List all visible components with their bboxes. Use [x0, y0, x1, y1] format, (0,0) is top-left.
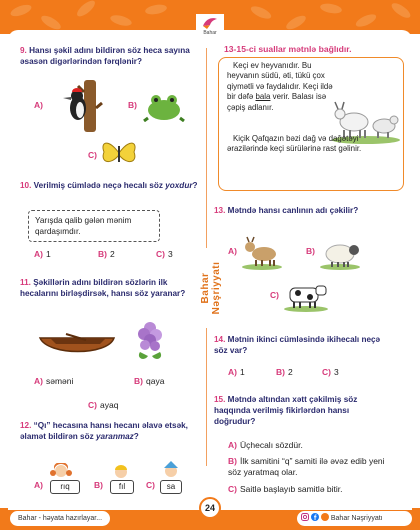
footer-publisher: Bahar Nəşriyyatı: [297, 511, 412, 526]
question-10: 10. Verilmiş cümlədə neçə hecalı söz yoxdur?: [20, 181, 198, 190]
question-12: 12. “Qı” hecasına hansı hecanı əlavə etsək, əlamət bildirən söz yaranmaz?: [20, 421, 188, 441]
q10-sentence-box: Yarışda qalib gələn mənim qardaşımdır.: [28, 210, 160, 242]
question-11: 11. Şəkillərin adını bildirən sözlərin ilk hecalarını birləşdirsək, hansı söz yaranar?: [20, 278, 186, 298]
frog-icon: [142, 90, 186, 122]
question-14: 14. Mətnin ikinci cümləsində ikihecalı neçə söz var?: [214, 335, 381, 355]
instagram-icon: [301, 513, 309, 521]
sheep-icon: [318, 238, 362, 270]
q10-option-a[interactable]: A) 1: [34, 249, 51, 259]
child-girl-icon: [50, 463, 72, 481]
side-brand-label: Bahar Nəşriyyatı: [200, 248, 212, 328]
boat-icon: [36, 326, 118, 360]
q12-syllable-c[interactable]: sa: [160, 480, 182, 494]
question-15: 15. Mətndə altından xətt çəkilmiş söz haqqında verilmiş fikirlərdən hansı doğrudur?: [214, 395, 358, 426]
reading-header: 13-15-ci suallar mətnlə bağlıdır.: [224, 44, 352, 54]
q12-option-b[interactable]: B): [94, 480, 103, 490]
q12-option-c[interactable]: C): [146, 480, 155, 490]
q11-option-a[interactable]: A) səməni: [34, 376, 74, 386]
child-hat-icon: [160, 460, 182, 480]
q13-option-b[interactable]: B): [306, 246, 315, 256]
q11-option-b[interactable]: B) qaya: [134, 376, 165, 386]
q14-option-c[interactable]: C) 3: [322, 367, 339, 377]
q12-syllable-b[interactable]: fıl: [110, 480, 134, 494]
cow-icon: [282, 278, 330, 312]
q10-option-c[interactable]: C) 3: [156, 249, 173, 259]
phone-icon: [321, 513, 329, 521]
facebook-icon: [311, 513, 319, 521]
publisher-logo: [196, 14, 224, 44]
q12-syllable-a[interactable]: rıq: [50, 480, 80, 494]
q11-option-c[interactable]: C) ayaq: [88, 400, 119, 410]
q9-option-c[interactable]: C): [88, 150, 97, 160]
q12-option-a[interactable]: A): [34, 480, 43, 490]
question-9: 9. Hansı şəkil adını bildirən söz heca sayına əsasən digərlərindən fərqlənir?: [20, 46, 190, 66]
page-number: 24: [199, 497, 221, 519]
reading-paragraph-1: Keçi ev heyvanıdır. Bu heyvanın südü, əti, tükü çox qiymətli və faydalıdır. Keçi ildə bir dəfə bala verir. Balası isə çəpiş adlanır.: [227, 61, 333, 112]
butterfly-icon: [100, 138, 138, 168]
footer-slogan: Bahar - həyata hazırlayar...: [10, 511, 110, 526]
q10-option-b[interactable]: B) 2: [98, 249, 115, 259]
lilac-flower-icon: [130, 318, 170, 364]
q15-option-c[interactable]: C) Saitlə başlayıb samitlə bitir.: [228, 484, 343, 494]
q9-option-a[interactable]: A): [34, 100, 43, 110]
bird-icon: [201, 16, 219, 30]
q9-option-b[interactable]: B): [128, 100, 137, 110]
q15-option-a[interactable]: A) Üçhecalı sözdür.: [228, 440, 303, 450]
q14-option-a[interactable]: A) 1: [228, 367, 245, 377]
question-13: 13. Mətndə hansı canlının adı çəkilir?: [214, 206, 359, 215]
logo-label: Bahar: [203, 30, 217, 36]
q13-option-c[interactable]: C): [270, 290, 279, 300]
q13-option-a[interactable]: A): [228, 246, 237, 256]
underlined-word: bala: [255, 92, 271, 102]
child-boy-icon: [110, 463, 132, 481]
q14-option-b[interactable]: B) 2: [276, 367, 293, 377]
reading-paragraph-2: Kiçik Qafqazın bəzi dağ və dağətəyi ərazilərində keçi sürülərinə rast gəlinir.: [227, 134, 362, 154]
goat-icon: [240, 236, 284, 270]
q15-option-b[interactable]: B) İlk samitini “q” samiti ilə əvəz edib yeni söz yaratmaq olar.: [228, 456, 385, 477]
woodpecker-icon: [58, 78, 104, 134]
